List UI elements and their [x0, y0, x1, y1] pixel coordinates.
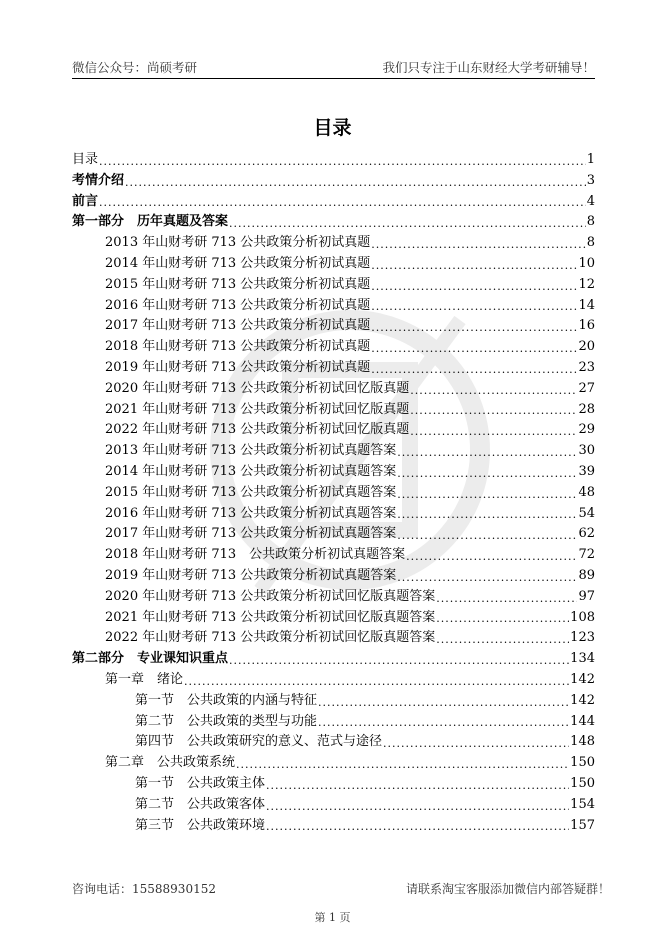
toc-entry-title: 2020 年山财考研 713 公共政策分析初试回忆版真题答案 [105, 588, 436, 604]
toc-entry-title: 第二节 公共政策客体 [135, 796, 266, 812]
toc-entry-title: 2015 年山财考研 713 公共政策分析初试真题 [105, 276, 371, 292]
toc-entry-page: 10 [578, 255, 595, 271]
toc-entry-page: 54 [578, 505, 595, 521]
toc-entry-page: 72 [578, 547, 595, 563]
toc-entry[interactable] [72, 774, 595, 795]
toc-dot-leader [371, 257, 577, 275]
toc-entry-page: 148 [570, 734, 595, 750]
toc-dot-leader [410, 423, 577, 441]
toc-entry-title: 第一节 公共政策主体 [135, 775, 266, 791]
toc-title: 目录 [313, 117, 352, 139]
toc-entry-page: 14 [578, 297, 595, 313]
toc-entry-title: 2017 年山财考研 713 公共政策分析初试真题答案 [105, 526, 397, 542]
toc-dot-leader [406, 548, 577, 566]
toc-entry[interactable] [72, 545, 595, 566]
toc-dot-leader [236, 756, 569, 774]
toc-entry-page: 108 [570, 609, 595, 625]
toc-entry-title: 第一章 绪论 [105, 671, 184, 687]
toc-entry-title: 第二部分 专业课知识重点 [72, 651, 229, 667]
toc-entry-title: 2016 年山财考研 713 公共政策分析初试真题答案 [105, 505, 397, 521]
toc-entry[interactable] [72, 400, 595, 421]
toc-entry-title: 2020 年山财考研 713 公共政策分析初试回忆版真题 [105, 380, 410, 396]
toc-entry[interactable] [72, 192, 595, 213]
toc-entry[interactable] [72, 795, 595, 816]
toc-dot-leader [318, 714, 569, 732]
toc-entry[interactable] [72, 524, 595, 545]
page-number: 第 1 页 [314, 911, 351, 924]
toc-entry-page: 28 [578, 401, 595, 417]
toc-dot-leader [371, 340, 577, 358]
toc-entry-page: 39 [578, 463, 595, 479]
toc-entry-page: 27 [578, 380, 595, 396]
toc-dot-leader [125, 174, 586, 192]
toc-entry-page: 1 [586, 152, 595, 167]
toc-entry-title: 2018 年山财考研 713 公共政策分析初试真题 [105, 339, 371, 355]
toc-entry[interactable] [72, 732, 595, 753]
toc-entry[interactable] [72, 504, 595, 525]
toc-entry-page: 23 [578, 359, 595, 375]
toc-entry-title: 2014 年山财考研 713 公共政策分析初试真题 [105, 255, 371, 271]
toc-entry-title: 第一部分 历年真题及答案 [72, 214, 229, 230]
toc-entry-page: 30 [578, 443, 595, 459]
footer-left-text: 咨询电话：15588930152 [72, 882, 216, 896]
toc-dot-leader [229, 215, 586, 233]
toc-dot-leader [383, 735, 569, 753]
toc-dot-leader [397, 486, 577, 504]
toc-entry[interactable] [72, 753, 595, 774]
toc-entry[interactable] [72, 150, 595, 171]
toc-entry-title: 前言 [72, 193, 99, 209]
toc-entry[interactable] [72, 441, 595, 462]
toc-entry-title: 第二节 公共政策的类型与功能 [135, 713, 318, 729]
toc-dot-leader [371, 361, 577, 379]
toc-dot-leader [99, 153, 586, 171]
toc-entry[interactable] [72, 212, 595, 233]
toc-dot-leader [371, 278, 577, 296]
toc-entry-title: 2021 年山财考研 713 公共政策分析初试回忆版真题答案 [105, 609, 436, 625]
toc-entry-title: 考情介绍 [72, 172, 125, 188]
toc-entry-title: 2019 年山财考研 713 公共政策分析初试真题答案 [105, 567, 397, 583]
toc-dot-leader [436, 631, 569, 649]
toc-entry-title: 2021 年山财考研 713 公共政策分析初试回忆版真题 [105, 401, 410, 417]
toc-entry[interactable] [72, 462, 595, 483]
toc-entry-title: 2015 年山财考研 713 公共政策分析初试真题答案 [105, 484, 397, 500]
toc-entry[interactable] [72, 254, 595, 275]
toc-dot-leader [397, 527, 577, 545]
toc-dot-leader [266, 798, 569, 816]
toc-entry[interactable] [72, 670, 595, 691]
toc-entry[interactable] [72, 358, 595, 379]
toc-entry-title: 2017 年山财考研 713 公共政策分析初试真题 [105, 318, 371, 334]
toc-dot-leader [436, 610, 569, 628]
toc-entry[interactable] [72, 587, 595, 608]
toc-entry-page: 97 [578, 588, 595, 604]
toc-entry[interactable] [72, 628, 595, 649]
toc-entry[interactable] [72, 337, 595, 358]
toc-entry-page: 154 [570, 796, 595, 812]
toc-entry-title: 第三节 公共政策环境 [135, 817, 266, 833]
table-of-contents [72, 150, 595, 836]
toc-entry-page: 48 [578, 484, 595, 500]
toc-entry-page: 150 [570, 775, 595, 791]
toc-dot-leader [371, 236, 585, 254]
footer-right-text: 请联系淘宝客服添加微信内部答疑群！ [405, 882, 610, 896]
toc-entry[interactable] [72, 420, 595, 441]
toc-entry[interactable] [72, 608, 595, 629]
toc-entry-page: 134 [570, 651, 595, 667]
toc-entry-title: 2013 年山财考研 713 公共政策分析初试真题答案 [105, 443, 397, 459]
toc-dot-leader [229, 652, 569, 670]
toc-dot-leader [410, 382, 577, 400]
toc-entry-title: 2018 年山财考研 713 公共政策分析初试真题答案 [105, 547, 406, 563]
toc-entry-page: 20 [578, 339, 595, 355]
toc-entry[interactable] [72, 316, 595, 337]
toc-entry-page: 123 [570, 630, 595, 646]
toc-entry-title: 2019 年山财考研 713 公共政策分析初试真题 [105, 359, 371, 375]
toc-entry-title: 2022 年山财考研 713 公共政策分析初试回忆版真题答案 [105, 630, 436, 646]
header-left-text: 微信公众号：尚硕考研 [72, 60, 198, 75]
toc-entry-page: 150 [570, 755, 595, 771]
toc-entry[interactable] [72, 691, 595, 712]
toc-dot-leader [371, 319, 577, 337]
toc-dot-leader [266, 777, 569, 795]
toc-entry[interactable] [72, 816, 595, 837]
page-footer [72, 880, 610, 897]
toc-dot-leader [397, 444, 577, 462]
toc-dot-leader [436, 590, 577, 608]
toc-entry[interactable] [72, 296, 595, 317]
toc-entry[interactable] [72, 379, 595, 400]
toc-dot-leader [397, 506, 577, 524]
toc-entry-page: 16 [578, 318, 595, 334]
toc-entry[interactable] [72, 712, 595, 733]
toc-entry[interactable] [72, 171, 595, 192]
toc-entry-title: 2022 年山财考研 713 公共政策分析初试回忆版真题 [105, 422, 410, 438]
toc-entry-page: 142 [570, 671, 595, 687]
toc-entry[interactable] [72, 566, 595, 587]
toc-dot-leader [397, 465, 577, 483]
toc-entry-page: 8 [586, 235, 595, 251]
toc-entry-page: 4 [586, 193, 595, 209]
toc-entry-title: 目录 [72, 152, 99, 167]
toc-entry-page: 12 [578, 276, 595, 292]
toc-dot-leader [266, 818, 569, 836]
toc-entry-page: 157 [570, 817, 595, 833]
toc-entry-page: 8 [586, 214, 595, 230]
toc-entry[interactable] [72, 649, 595, 670]
toc-entry-page: 142 [570, 692, 595, 708]
toc-entry-title: 2014 年山财考研 713 公共政策分析初试真题答案 [105, 463, 397, 479]
toc-dot-leader [397, 569, 577, 587]
toc-dot-leader [99, 194, 586, 212]
toc-dot-leader [371, 298, 577, 316]
toc-dot-leader [184, 673, 569, 691]
toc-entry-page: 62 [578, 526, 595, 542]
toc-dot-leader [410, 402, 577, 420]
toc-entry-page: 89 [578, 567, 595, 583]
toc-entry-title: 2013 年山财考研 713 公共政策分析初试真题 [105, 235, 371, 251]
header-right-text: 我们只专注于山东财经大学考研辅导！ [382, 60, 595, 75]
toc-entry-title: 2016 年山财考研 713 公共政策分析初试真题 [105, 297, 371, 313]
toc-entry-page: 3 [586, 172, 595, 188]
toc-entry-page: 144 [570, 713, 595, 729]
toc-entry-title: 第一节 公共政策的内涵与特征 [135, 692, 318, 708]
page-header [72, 58, 595, 79]
toc-entry[interactable] [72, 233, 595, 254]
toc-entry[interactable] [72, 275, 595, 296]
toc-entry-title: 第二章 公共政策系统 [105, 755, 236, 771]
toc-entry-title: 第四节 公共政策研究的意义、范式与途径 [135, 734, 383, 750]
toc-entry[interactable] [72, 483, 595, 504]
toc-entry-page: 29 [578, 422, 595, 438]
toc-dot-leader [318, 694, 569, 712]
